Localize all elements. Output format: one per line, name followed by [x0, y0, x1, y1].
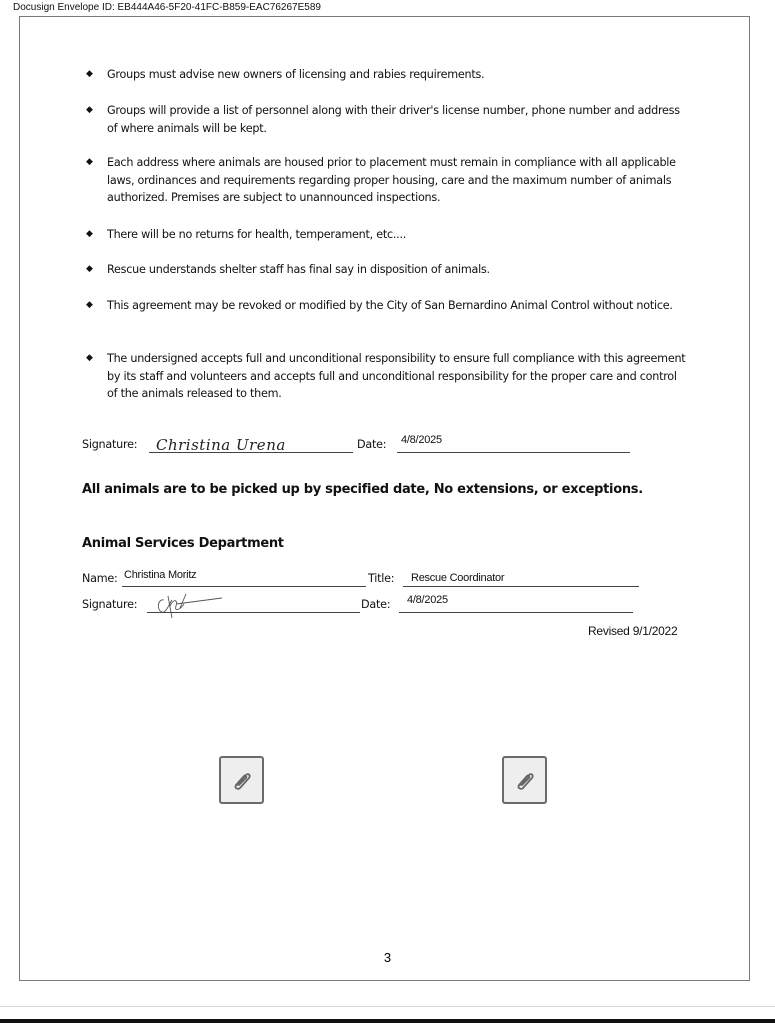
dept-name-line [122, 586, 366, 587]
diamond-bullet-icon: ◆ [86, 264, 93, 274]
bullet-item [86, 154, 686, 207]
diamond-bullet-icon: ◆ [86, 353, 93, 363]
dept-title-value[interactable]: Rescue Coordinator [411, 572, 505, 584]
rescue-signature-value[interactable]: Christina Urena [156, 436, 286, 454]
dept-name-label: Name: [82, 572, 118, 585]
dept-date-label: Date: [361, 598, 391, 611]
diamond-bullet-icon: ◆ [86, 105, 93, 115]
rescue-signature-label: Signature: [82, 438, 138, 451]
bottom-bar [0, 1019, 775, 1023]
rescue-date-line [397, 452, 630, 453]
bullet-text: Each address where animals are housed prior to placement must remain in compliance with all applicable laws, ordinances and requirements regarding proper housing, care and the maximum number of animals authorized. Premises are subject to unannounced inspections. [107, 156, 676, 204]
envelope-id: Docusign Envelope ID: EB444A46-5F20-41FC-B859-EAC76267E589 [13, 2, 321, 13]
dept-signature-scribble-icon[interactable] [150, 592, 225, 622]
bullet-text: Groups will provide a list of personnel along with their driver's license number, phone number and address of where animals will be kept. [107, 104, 680, 135]
pickup-notice: All animals are to be picked up by specified date, No extensions, or exceptions. [82, 482, 643, 497]
dept-name-value[interactable]: Christina Moritz [124, 569, 197, 581]
bullet-text: There will be no returns for health, temperament, etc.... [107, 228, 407, 241]
bullet-item [86, 297, 686, 315]
bullet-item [86, 102, 686, 137]
bullet-item [86, 350, 686, 403]
page-separator [0, 1006, 775, 1007]
dept-signature-label: Signature: [82, 598, 138, 611]
bullet-text: This agreement may be revoked or modified by the City of San Bernardino Animal Control without notice. [107, 299, 673, 312]
dept-date-line [399, 612, 633, 613]
page-number: 3 [383, 950, 392, 965]
diamond-bullet-icon: ◆ [86, 69, 93, 79]
diamond-bullet-icon: ◆ [86, 157, 93, 167]
department-heading: Animal Services Department [82, 536, 284, 551]
diamond-bullet-icon: ◆ [86, 300, 93, 310]
attachment-button[interactable] [502, 756, 547, 804]
bullet-item [86, 66, 686, 84]
paperclip-icon [229, 767, 255, 793]
bullet-item [86, 261, 686, 279]
bullet-item [86, 226, 686, 244]
diamond-bullet-icon: ◆ [86, 229, 93, 239]
rescue-date-value[interactable]: 4/8/2025 [401, 434, 442, 446]
dept-title-line [403, 586, 639, 587]
dept-date-value[interactable]: 4/8/2025 [407, 594, 448, 606]
revision-date: Revised 9/1/2022 [588, 624, 678, 638]
bullet-text: Rescue understands shelter staff has final say in disposition of animals. [107, 263, 490, 276]
paperclip-icon [512, 767, 538, 793]
rescue-date-label: Date: [357, 438, 387, 451]
dept-title-label: Title: [368, 572, 395, 585]
bullet-text: The undersigned accepts full and unconditional responsibility to ensure full compliance with this agreement by its staff and volunteers and accepts full and unconditional responsibility for the proper care and control of the animals released to them. [107, 352, 686, 400]
attachment-button[interactable] [219, 756, 264, 804]
bullet-text: Groups must advise new owners of licensing and rabies requirements. [107, 68, 485, 81]
